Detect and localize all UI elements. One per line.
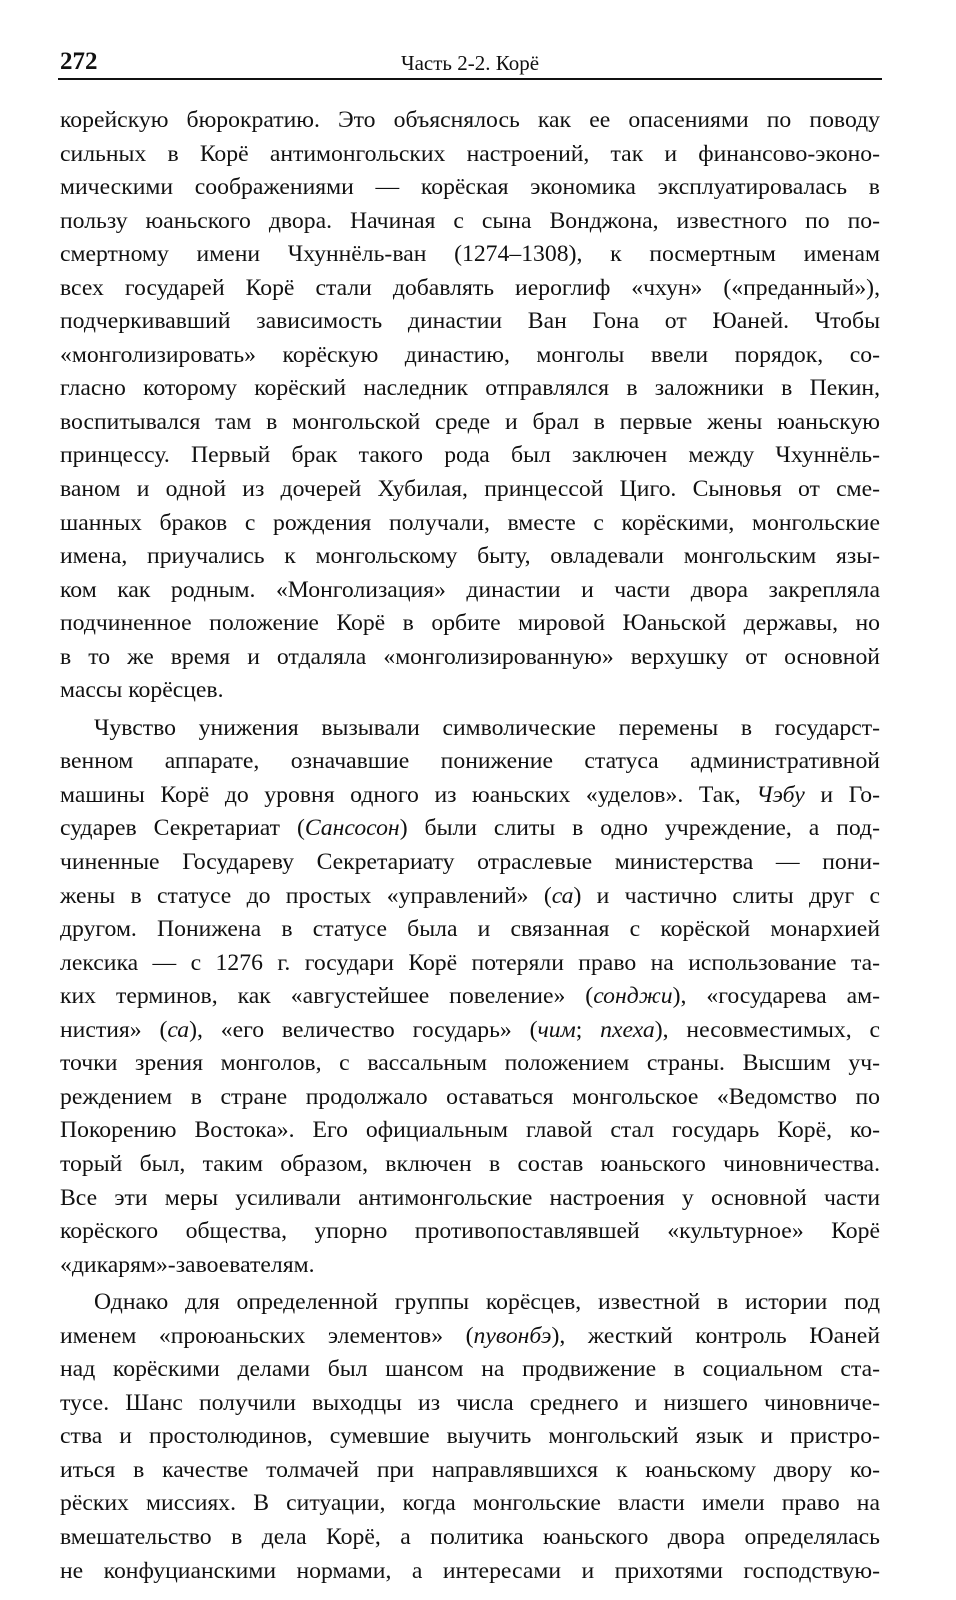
text-run: и Го-	[804, 781, 880, 808]
text-line	[60, 439, 880, 473]
text-run: машины Корё до уровня одного из юаньских «уделов». Так,	[60, 781, 757, 808]
text-run: Однако для определенной группы корёсцев, известной в истории под	[94, 1289, 880, 1316]
text-line	[60, 205, 880, 239]
page-header	[60, 48, 880, 78]
text-run: пользу юаньского двора. Начиная с сына Вонджона, известного по по-	[60, 207, 880, 234]
text-run: подчеркивавший зависимость династии Ван Гона от Юаней. Чтобы	[60, 308, 880, 335]
text-run: нистия» (	[60, 1016, 168, 1043]
text-line	[60, 846, 880, 880]
text-line	[60, 1047, 880, 1081]
text-run: ства и простолюдинов, сумевшие выучить монгольский язык и пристро-	[60, 1423, 880, 1450]
text-run: ), «его величество государь» (	[189, 1016, 538, 1043]
text-line	[60, 1249, 880, 1283]
text-run: Покорению Востока». Его официальным главой стал государь Корё, ко-	[60, 1117, 880, 1144]
text-run: над корёскими делами был шансом на продвижение в социальном ста-	[60, 1356, 880, 1383]
italic-term: Чэбу	[756, 781, 805, 808]
text-run: в то же время и отдаляла «монголизированную» верхушку от основной	[60, 643, 880, 670]
italic-term: пхеха	[600, 1016, 655, 1043]
text-run: шанных браков с рождения получали, вместе с корёскими, монгольские	[60, 509, 880, 536]
text-line	[60, 104, 880, 138]
text-line	[60, 674, 880, 708]
text-run: имена, приучались к монгольскому быту, овладевали монгольским язы-	[60, 543, 880, 570]
text-line	[60, 1148, 880, 1182]
text-run: лексика — с 1276 г. государи Корё потеряли право на использование та-	[60, 949, 880, 976]
paragraph	[60, 104, 880, 708]
text-line	[60, 507, 880, 541]
text-run: ), жесткий контроль Юаней	[551, 1322, 880, 1349]
text-run: корёского общества, упорно противопоставлявшей «культурное» Корё	[60, 1218, 880, 1245]
italic-term: чим	[537, 1016, 576, 1043]
header-rule	[58, 78, 882, 80]
text-line	[60, 339, 880, 373]
text-line	[60, 1387, 880, 1421]
text-line	[60, 607, 880, 641]
text-line	[60, 1454, 880, 1488]
text-run: другом. Понижена в статусе была и связанная с корёской монархией	[60, 916, 880, 943]
paragraph	[60, 712, 880, 1282]
italic-term: пувонбэ	[473, 1322, 552, 1349]
text-run: «монголизировать» корёскую династию, монголы ввели порядок, со-	[60, 341, 880, 368]
text-run: точки зрения монголов, с вассальным положением страны. Высшим уч-	[60, 1050, 880, 1077]
text-run: мическими соображениями — корёская экономика эксплуатировалась в	[60, 174, 880, 201]
body-text	[60, 104, 880, 1592]
text-run: именем «проюаньских элементов» (	[60, 1322, 474, 1349]
text-run: «дикарям»-завоевателям.	[60, 1251, 315, 1278]
text-run: сударев Секретариат (	[60, 815, 305, 842]
text-line	[60, 1320, 880, 1354]
text-line	[60, 406, 880, 440]
text-run: ), «государева ам-	[672, 983, 881, 1010]
text-line	[60, 372, 880, 406]
text-run: массы корёсцев.	[60, 677, 224, 704]
italic-term: са	[167, 1016, 190, 1043]
text-line	[60, 305, 880, 339]
text-line	[60, 574, 880, 608]
text-line	[60, 1081, 880, 1115]
text-run: тусе. Шанс получили выходцы из числа среднего и низшего чиновниче-	[60, 1389, 880, 1416]
text-line	[60, 779, 880, 813]
text-run: подчиненное положение Корё в орбите мировой Юаньской державы, но	[60, 610, 880, 637]
text-run: сильных в Корё антимонгольских настроений, так и финансово-эконо-	[60, 140, 880, 167]
text-run: ких терминов, как «августейшее повеление» (	[60, 983, 594, 1010]
text-run: смертному имени Чхуннёль-ван (1274–1308), к посмертным именам	[60, 241, 880, 268]
text-line	[60, 1487, 880, 1521]
text-run: принцессу. Первый брак такого рода был заключен между Чхуннёль-	[60, 442, 880, 469]
text-line	[60, 1114, 880, 1148]
text-line	[60, 1014, 880, 1048]
text-run: ком как родным. «Монголизация» династии и части двора закрепляла	[60, 576, 880, 603]
italic-term: сонджи	[593, 983, 673, 1010]
text-run: корейскую бюрократию. Это объяснялось как ее опасениями по поводу	[60, 107, 880, 133]
text-run: реждением в стране продолжало оставаться монгольское «Ведомство по	[60, 1083, 880, 1110]
text-line	[60, 272, 880, 306]
text-line	[60, 880, 880, 914]
text-line	[60, 1215, 880, 1249]
text-run: торый был, таким образом, включен в состав юаньского чиновничества.	[60, 1150, 880, 1177]
text-run: жены в статусе до простых «управлений» (	[60, 882, 552, 909]
text-line	[60, 1353, 880, 1387]
text-run: ;	[575, 1016, 601, 1043]
text-run: ) были слиты в одно учреждение, а под-	[399, 815, 880, 842]
page-number: 272	[60, 48, 98, 75]
text-line	[60, 812, 880, 846]
text-run: не конфуцианскими нормами, а интересами и прихотями господствую-	[60, 1557, 880, 1584]
text-run: венном аппарате, означавшие понижение статуса административной	[60, 748, 880, 775]
running-title: Часть 2-2. Корё	[400, 51, 540, 75]
text-run: Все эти меры усиливали антимонгольские настроения у основной части	[60, 1184, 880, 1211]
text-line	[60, 473, 880, 507]
text-line	[60, 1555, 880, 1589]
text-line	[60, 947, 880, 981]
text-run: воспитывался там в монгольской среде и брал в первые жены юаньскую	[60, 408, 880, 435]
italic-term: Сансосон	[304, 815, 400, 842]
text-line	[60, 1521, 880, 1555]
text-run: гласно которому корёский наследник отправлялся в заложники в Пекин,	[60, 375, 880, 402]
text-line	[60, 745, 880, 779]
text-line	[60, 1182, 880, 1216]
text-run: иться в качестве толмачей при направлявшихся к юаньскому двору ко-	[60, 1456, 880, 1483]
text-run: ) и частично слиты друг с	[573, 882, 880, 909]
text-line	[60, 913, 880, 947]
text-run: всех государей Корё стали добавлять иероглиф «чхун» («преданный»),	[60, 274, 880, 301]
text-line	[60, 641, 880, 675]
text-line	[60, 1286, 880, 1320]
text-run: ), несовместимых, с	[654, 1016, 881, 1043]
text-line	[60, 138, 880, 172]
text-line	[60, 1420, 880, 1454]
text-run: Чувство унижения вызывали символические перемены в государст-	[94, 714, 880, 741]
text-line	[60, 540, 880, 574]
italic-term: са	[551, 882, 574, 909]
paragraph	[60, 1286, 880, 1588]
text-line	[60, 980, 880, 1014]
text-run: вмешательство в дела Корё, а политика юаньского двора определялась	[60, 1523, 880, 1550]
text-line	[60, 712, 880, 746]
text-run: рёских миссиях. В ситуации, когда монгольские власти имели право на	[60, 1490, 880, 1517]
text-line	[60, 238, 880, 272]
text-line	[60, 171, 880, 205]
text-run: чиненные Государеву Секретариату отраслевые министерства — пони-	[60, 849, 880, 876]
text-run: ваном и одной из дочерей Хубилая, принцессой Циго. Сыновья от сме-	[60, 476, 880, 503]
